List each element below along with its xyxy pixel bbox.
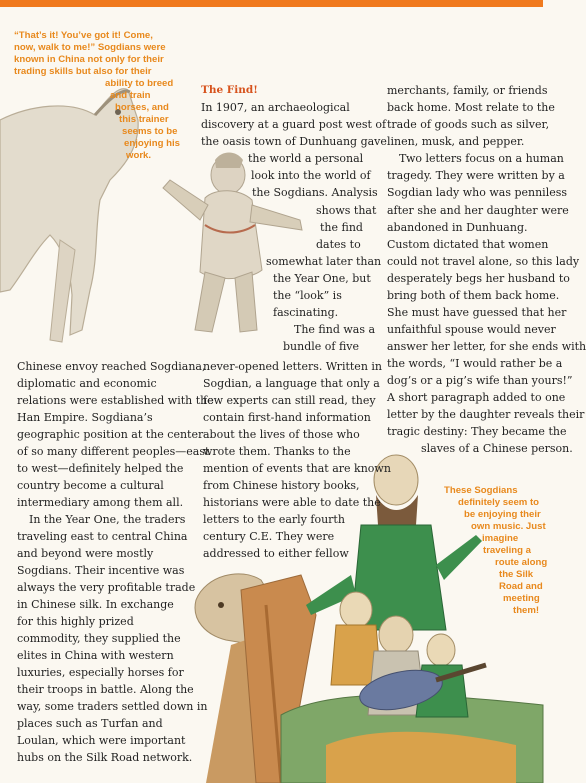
text-line: the world a personal <box>248 152 364 165</box>
text-line: letters to the early fourth <box>203 513 345 526</box>
text-line: relations were established with the <box>17 394 214 407</box>
text-line: the Year One, but <box>273 272 371 285</box>
caption-line: meeting <box>503 593 540 604</box>
text-line: The find was a <box>294 323 376 336</box>
text-line: tragedy. They were written by a <box>387 169 565 182</box>
text-line: look into the world of <box>251 169 371 182</box>
text-line: of so many different peoples—east <box>17 445 210 458</box>
text-line: hubs on the Silk Road network. <box>17 751 193 764</box>
caption-line: These Sogdians <box>444 485 518 496</box>
text-line: commodity, they supplied the <box>17 632 181 645</box>
text-line: the “look” is <box>273 289 342 302</box>
text-line: dates to <box>316 238 361 251</box>
text-line: tragic destiny: They became the <box>387 425 567 438</box>
text-line: historians were able to date the <box>203 496 381 509</box>
text-line: for this highly prized <box>17 615 134 628</box>
text-line: unfaithful spouse would never <box>387 323 556 336</box>
caption-line: enjoying his <box>124 138 180 149</box>
text-line: trade of goods such as silver, <box>387 118 550 131</box>
text-line: and beyond were mostly <box>17 547 154 560</box>
text-line: the Sogdians. Analysis <box>252 186 378 199</box>
caption-line: traveling a <box>483 545 531 556</box>
caption-line: trading skills but also for their <box>14 66 152 77</box>
text-line: letter by the daughter reveals their <box>387 408 585 421</box>
text-line: She must have guessed that her <box>387 306 567 319</box>
caption-line: this trainer <box>119 114 169 125</box>
caption-line: known in China not only for their <box>14 54 164 65</box>
top-accent-bar <box>0 0 543 7</box>
text-line: their troops in battle. Along the <box>17 683 194 696</box>
text-line: In 1907, an archaeological <box>201 101 350 114</box>
text-line: never-opened letters. Written in <box>203 360 382 373</box>
text-line: linen, musk, and pepper. <box>387 135 525 148</box>
text-line: slaves of a Chinese person. <box>421 442 573 455</box>
text-line: the words, “I would rather be a <box>387 357 563 370</box>
text-line: geographic position at the center <box>17 428 204 441</box>
caption-line: definitely seem to <box>458 497 540 508</box>
text-line: merchants, family, or friends <box>387 84 548 97</box>
text-line: about the lives of those who <box>203 428 360 441</box>
text-line: elites in China with western <box>17 649 174 662</box>
text-line: bring both of them back home. <box>387 289 560 302</box>
section-heading: The Find! <box>201 84 258 96</box>
caption-line: the Silk <box>499 569 534 580</box>
text-line: in Chinese silk. In exchange <box>17 598 174 611</box>
text-line: fascinating. <box>273 306 339 319</box>
text-line: Loulan, which were important <box>17 734 186 747</box>
text-line: In the Year One, the traders <box>29 513 186 526</box>
text-line: Han Empire. Sogdiana’s <box>17 411 153 424</box>
caption-line: imagine <box>482 533 519 544</box>
text-line: century C.E. They were <box>203 530 335 543</box>
text-line: few experts can still read, they <box>203 394 376 407</box>
caption-line: ability to breed <box>105 78 174 89</box>
caption-line: own music. Just <box>471 521 546 532</box>
text-line: always the very profitable trade <box>17 581 196 594</box>
text-line: mention of events that are known <box>203 462 391 475</box>
text-line: places such as Turfan and <box>17 717 163 730</box>
text-line: A short paragraph added to one <box>387 391 566 404</box>
caption-line: work. <box>126 150 152 161</box>
caption-line: Road and <box>499 581 543 592</box>
text-line: somewhat later than <box>266 255 382 268</box>
caption-line: now, walk to me!” Sogdians were <box>14 42 166 53</box>
text-line: diplomatic and economic <box>17 377 157 390</box>
caption-line: seems to be <box>122 126 178 137</box>
text-line: bundle of five <box>283 340 360 353</box>
text-line: could not travel alone, so this lady <box>387 255 580 268</box>
text-line: way, some traders settled down in <box>17 700 208 713</box>
text-line: addressed to either fellow <box>203 547 349 560</box>
text-line: intermediary among them all. <box>17 496 184 509</box>
text-line: the find <box>320 221 363 234</box>
caption-line: route along <box>495 557 548 568</box>
caption-line: “That’s it! You’ve got it! Come, <box>14 30 153 41</box>
caption-line: them! <box>513 605 540 616</box>
text-line: contain first-hand information <box>203 411 371 424</box>
text-line: from Chinese history books, <box>203 479 360 492</box>
text-line: abandoned in Dunhuang. <box>387 221 528 234</box>
text-line: after she and her daughter were <box>387 204 569 217</box>
text-line: back home. Most relate to the <box>387 101 555 114</box>
text-line: Two letters focus on a human <box>399 152 564 165</box>
text-line: Sogdian, a language that only a <box>203 377 380 390</box>
text-line: desperately begs her husband to <box>387 272 570 285</box>
caption-line: horses, and <box>115 102 169 113</box>
text-line: answer her letter, for she ends with <box>387 340 586 353</box>
text-line: Sogdian lady who was penniless <box>387 186 568 199</box>
text-line: to west—definitely helped the <box>17 462 184 475</box>
text-line: Custom dictated that women <box>387 238 549 251</box>
text-line: luxuries, especially horses for <box>17 666 184 679</box>
text-line: discovery at a guard post west of <box>201 118 387 131</box>
text-line: dog’s or a pig’s wife than yours!” <box>387 374 573 387</box>
text-line: the oasis town of Dunhuang gave <box>201 135 387 148</box>
text-line: shows that <box>316 204 377 217</box>
text-line: traveling east to central China <box>17 530 188 543</box>
caption-line: and train <box>110 90 151 101</box>
text-line: wrote them. Thanks to the <box>203 445 351 458</box>
caption-line: be enjoying their <box>464 509 541 520</box>
text-line: Chinese envoy reached Sogdiana, <box>17 360 206 373</box>
text-line: country become a cultural <box>17 479 164 492</box>
text-line: Sogdians. Their incentive was <box>17 564 185 577</box>
